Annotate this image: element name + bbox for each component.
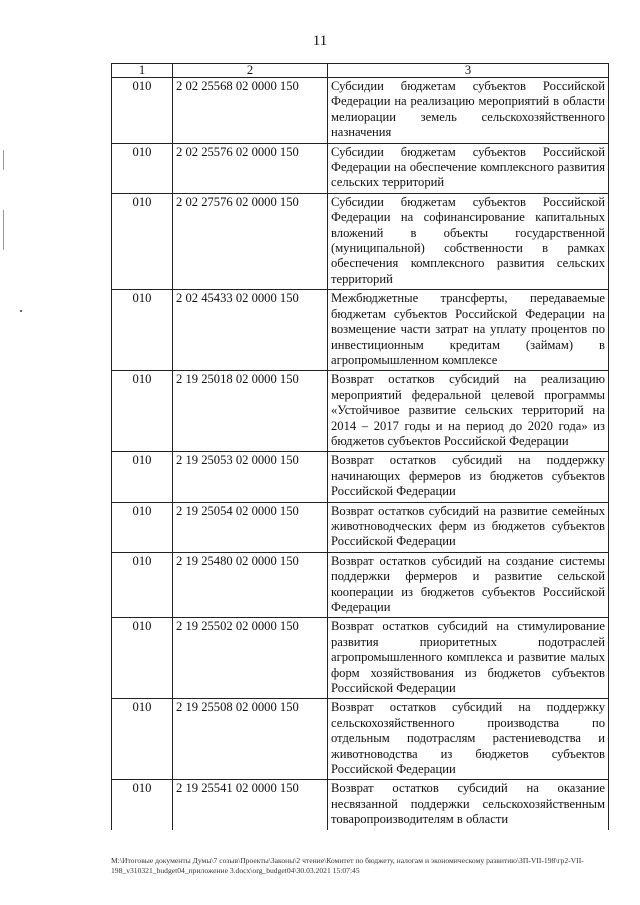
income-code: 2 19 25480 02 0000 150 bbox=[173, 552, 328, 618]
scan-speck bbox=[20, 310, 22, 312]
table-row bbox=[112, 780, 609, 830]
table-row bbox=[112, 552, 609, 618]
income-name: Возврат остатков субсидий на поддержку сельскохозяйственного производства по отдельным подотраслям растениеводства и животноводства из бюджетов субъектов Российской Федерации bbox=[328, 699, 609, 780]
admin-code: 010 bbox=[112, 552, 173, 618]
table-row bbox=[112, 193, 609, 289]
income-name: Субсидии бюджетам субъектов Российской Федерации на реализацию мероприятий в области мелиорации земель сельскохозяйственного назначения bbox=[328, 78, 609, 144]
table-header-row bbox=[112, 64, 609, 78]
scan-edge-mark bbox=[3, 150, 4, 170]
column-header: 2 bbox=[173, 64, 328, 78]
budget-codes-table bbox=[111, 63, 609, 830]
admin-code: 010 bbox=[112, 699, 173, 780]
income-code: 2 02 25576 02 0000 150 bbox=[173, 143, 328, 193]
file-path-footer bbox=[111, 856, 631, 876]
table-row bbox=[112, 371, 609, 452]
table-row bbox=[112, 502, 609, 552]
table-row bbox=[112, 290, 609, 371]
income-code: 2 02 25568 02 0000 150 bbox=[173, 78, 328, 144]
table-row bbox=[112, 452, 609, 502]
table-row bbox=[112, 618, 609, 699]
admin-code: 010 bbox=[112, 618, 173, 699]
income-name: Субсидии бюджетам субъектов Российской Федерации на обеспечение комплексного развития сельских территорий bbox=[328, 143, 609, 193]
admin-code: 010 bbox=[112, 452, 173, 502]
column-header: 1 bbox=[112, 64, 173, 78]
admin-code: 010 bbox=[112, 290, 173, 371]
income-code: 2 19 25053 02 0000 150 bbox=[173, 452, 328, 502]
scan-edge-mark bbox=[3, 210, 4, 250]
income-name: Субсидии бюджетам субъектов Российской Федерации на софинансирование капитальных вложений в объекты государственной (муниципальной) собственности в рамках обеспечения комплексного развития сельских территорий bbox=[328, 193, 609, 289]
income-code: 2 19 25541 02 0000 150 bbox=[173, 780, 328, 830]
income-name: Межбюджетные трансферты, передаваемые бюджетам субъектов Российской Федерации на возмещение части затрат на уплату процентов по инвестиционным кредитам (займам) в агропромышленном комплексе bbox=[328, 290, 609, 371]
table-row bbox=[112, 78, 609, 144]
income-code: 2 02 27576 02 0000 150 bbox=[173, 193, 328, 289]
admin-code: 010 bbox=[112, 78, 173, 144]
column-header: 3 bbox=[328, 64, 609, 78]
admin-code: 010 bbox=[112, 371, 173, 452]
table-row bbox=[112, 143, 609, 193]
admin-code: 010 bbox=[112, 502, 173, 552]
income-code: 2 19 25508 02 0000 150 bbox=[173, 699, 328, 780]
footer-path-line: M:\Итоговые документы Думы\7 созыв\Проекты\Законы\2 чтение\Комитет по бюджету, налогам и экономическому развитию\ЗП-VII-198\гр2-VII- bbox=[111, 856, 584, 865]
income-code: 2 19 25054 02 0000 150 bbox=[173, 502, 328, 552]
table-row bbox=[112, 699, 609, 780]
income-name: Возврат остатков субсидий на реализацию мероприятий федеральной целевой программы «Устойчивое развитие сельских территорий на 2014 – 2017 годы и на период до 2020 года» из бюджетов субъектов Российской Федерации bbox=[328, 371, 609, 452]
income-code: 2 02 45433 02 0000 150 bbox=[173, 290, 328, 371]
income-name: Возврат остатков субсидий на оказание несвязанной поддержки сельскохозяйственным товаропроизводителям в области bbox=[328, 780, 609, 830]
admin-code: 010 bbox=[112, 193, 173, 289]
page-number: 11 bbox=[312, 33, 328, 49]
income-code: 2 19 25502 02 0000 150 bbox=[173, 618, 328, 699]
income-name: Возврат остатков субсидий на поддержку начинающих фермеров из бюджетов субъектов Российской Федерации bbox=[328, 452, 609, 502]
income-name: Возврат остатков субсидий на развитие семейных животноводческих ферм из бюджетов субъектов Российской Федерации bbox=[328, 502, 609, 552]
admin-code: 010 bbox=[112, 143, 173, 193]
income-name: Возврат остатков субсидий на стимулирование развития приоритетных подотраслей агропромышленного комплекса и развитие малых форм хозяйствования из бюджетов субъектов Российской Федерации bbox=[328, 618, 609, 699]
income-code: 2 19 25018 02 0000 150 bbox=[173, 371, 328, 452]
income-name: Возврат остатков субсидий на создание системы поддержки фермеров и развитие сельской кооперации из бюджетов субъектов Российской Федерации bbox=[328, 552, 609, 618]
admin-code: 010 bbox=[112, 780, 173, 830]
footer-path-line: 198_v310321_budget04_приложение 3.docx\org_budget04\30.03.2021 15:07:45 bbox=[111, 866, 360, 875]
